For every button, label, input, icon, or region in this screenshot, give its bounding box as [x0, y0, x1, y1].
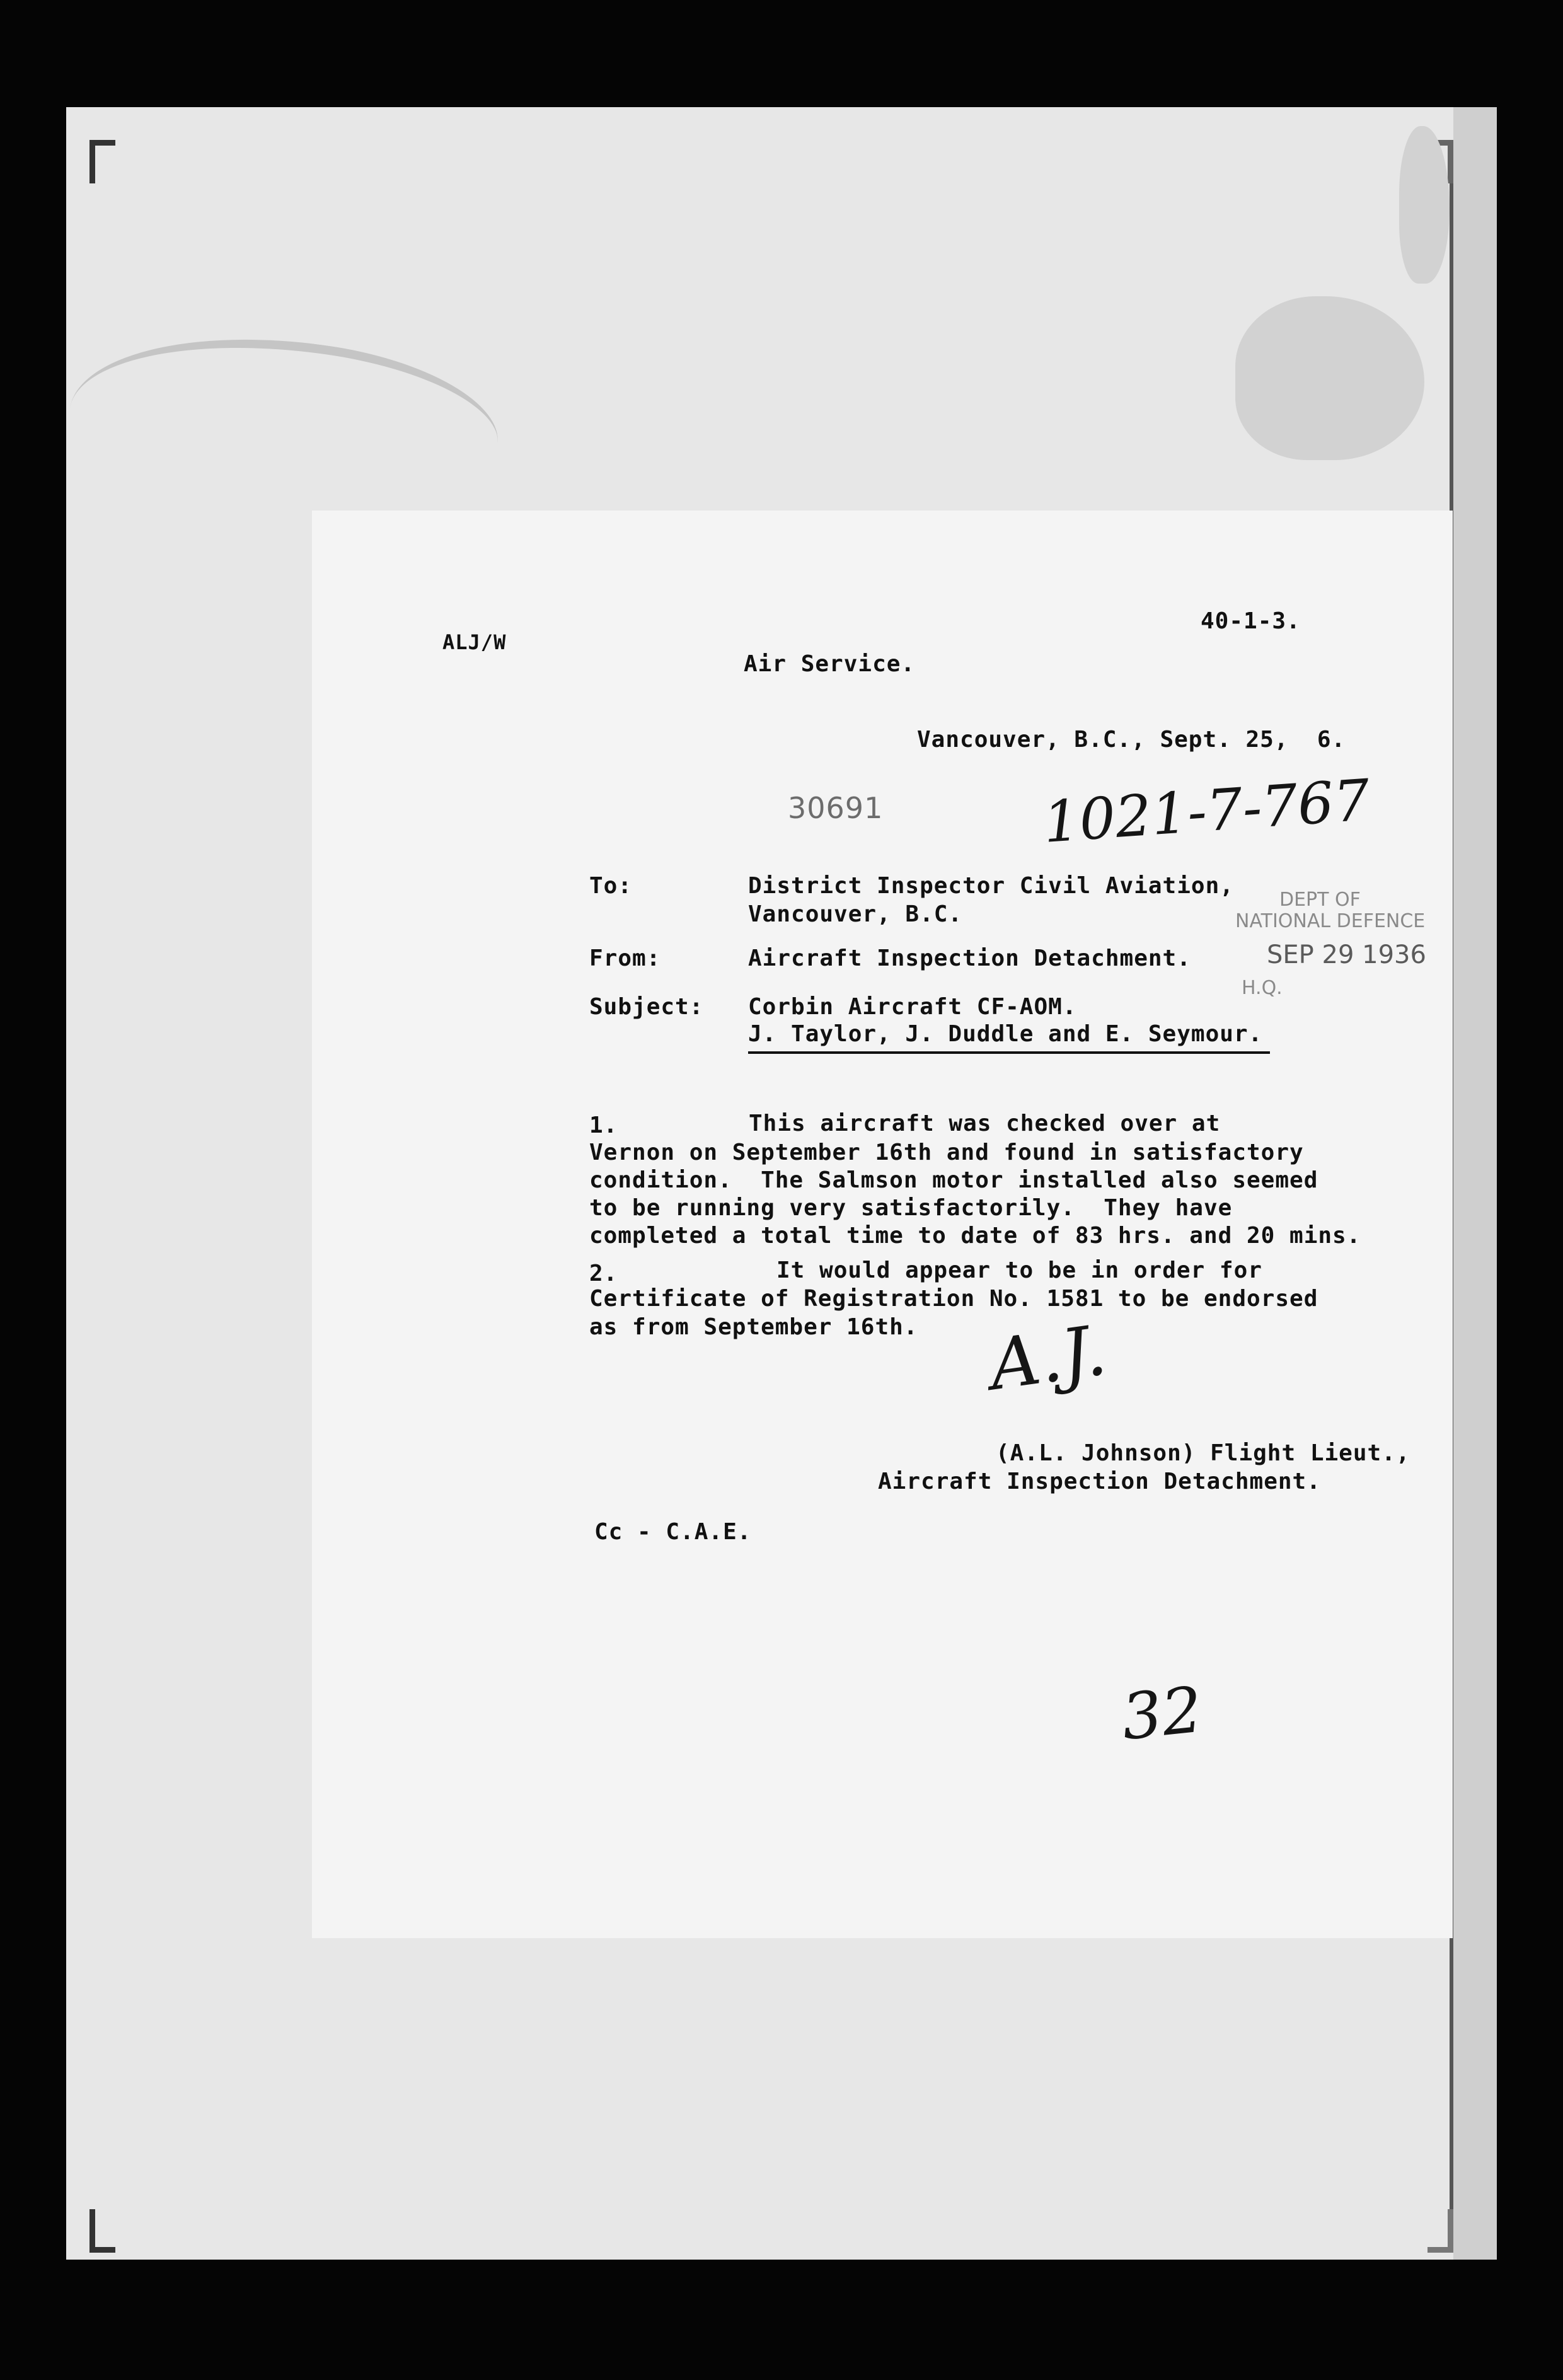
- paragraph-1-number: 1.: [589, 1112, 618, 1138]
- crop-mark-top-left: [89, 140, 115, 183]
- subject-line-2: J. Taylor, J. Duddle and E. Seymour.: [748, 1021, 1263, 1047]
- paragraph-2-number: 2.: [589, 1261, 618, 1286]
- place-date: Vancouver, B.C., Sept. 25, 6.: [917, 727, 1346, 753]
- crop-mark-bottom-left: [89, 2209, 115, 2253]
- stamp-line-4: H.Q.: [1242, 977, 1283, 999]
- subject-underline: [748, 1051, 1270, 1054]
- stamp-date: SEP 29 1936: [1267, 940, 1426, 969]
- subject-line-1: Corbin Aircraft CF-AOM.: [748, 994, 1077, 1020]
- paragraph-1-line-5: completed a total time to date of 83 hrs. and 20 mins.: [589, 1223, 1361, 1249]
- stamp-line-1: DEPT OF: [1279, 889, 1361, 911]
- cc-line: Cc - C.A.E.: [594, 1519, 752, 1545]
- handwritten-signature-initials: A.J.: [984, 1309, 1111, 1406]
- sheet-edge-shadow: [1453, 107, 1497, 2260]
- service-heading: Air Service.: [744, 651, 916, 677]
- from-value: Aircraft Inspection Detachment.: [748, 945, 1191, 971]
- subject-label: Subject:: [589, 994, 704, 1020]
- from-label: From:: [589, 945, 661, 971]
- handwritten-page-number: 32: [1118, 1672, 1206, 1755]
- paragraph-1-line-3: condition. The Salmson motor installed also seemed: [589, 1167, 1318, 1193]
- reference-initials: ALJ/W: [442, 630, 507, 654]
- stamp-line-2: NATIONAL DEFENCE: [1235, 910, 1426, 932]
- to-line-2: Vancouver, B.C.: [748, 901, 963, 927]
- paragraph-1-line-1: This aircraft was checked over at: [749, 1111, 1221, 1136]
- paragraph-2-line-2: Certificate of Registration No. 1581 to be endorsed: [589, 1286, 1318, 1312]
- file-number: 40-1-3.: [1201, 608, 1301, 634]
- signature-line-2: Aircraft Inspection Detachment.: [878, 1469, 1321, 1494]
- stamped-number: 30691: [788, 791, 884, 825]
- to-line-1: District Inspector Civil Aviation,: [748, 873, 1234, 899]
- paragraph-1-line-4: to be running very satisfactorily. They have: [589, 1195, 1233, 1221]
- received-stamp: [1223, 889, 1431, 1021]
- paragraph-2-line-1: It would appear to be in order for: [776, 1257, 1262, 1283]
- handwritten-file-number: 1021-7-767: [1041, 767, 1372, 856]
- signature-line-1: (A.L. Johnson) Flight Lieut.,: [996, 1440, 1410, 1466]
- to-label: To:: [589, 873, 633, 899]
- paragraph-1-line-2: Vernon on September 16th and found in satisfactory: [589, 1140, 1304, 1165]
- crop-mark-bottom-right: [1427, 2209, 1453, 2253]
- paragraph-2-line-3: as from September 16th.: [589, 1314, 918, 1340]
